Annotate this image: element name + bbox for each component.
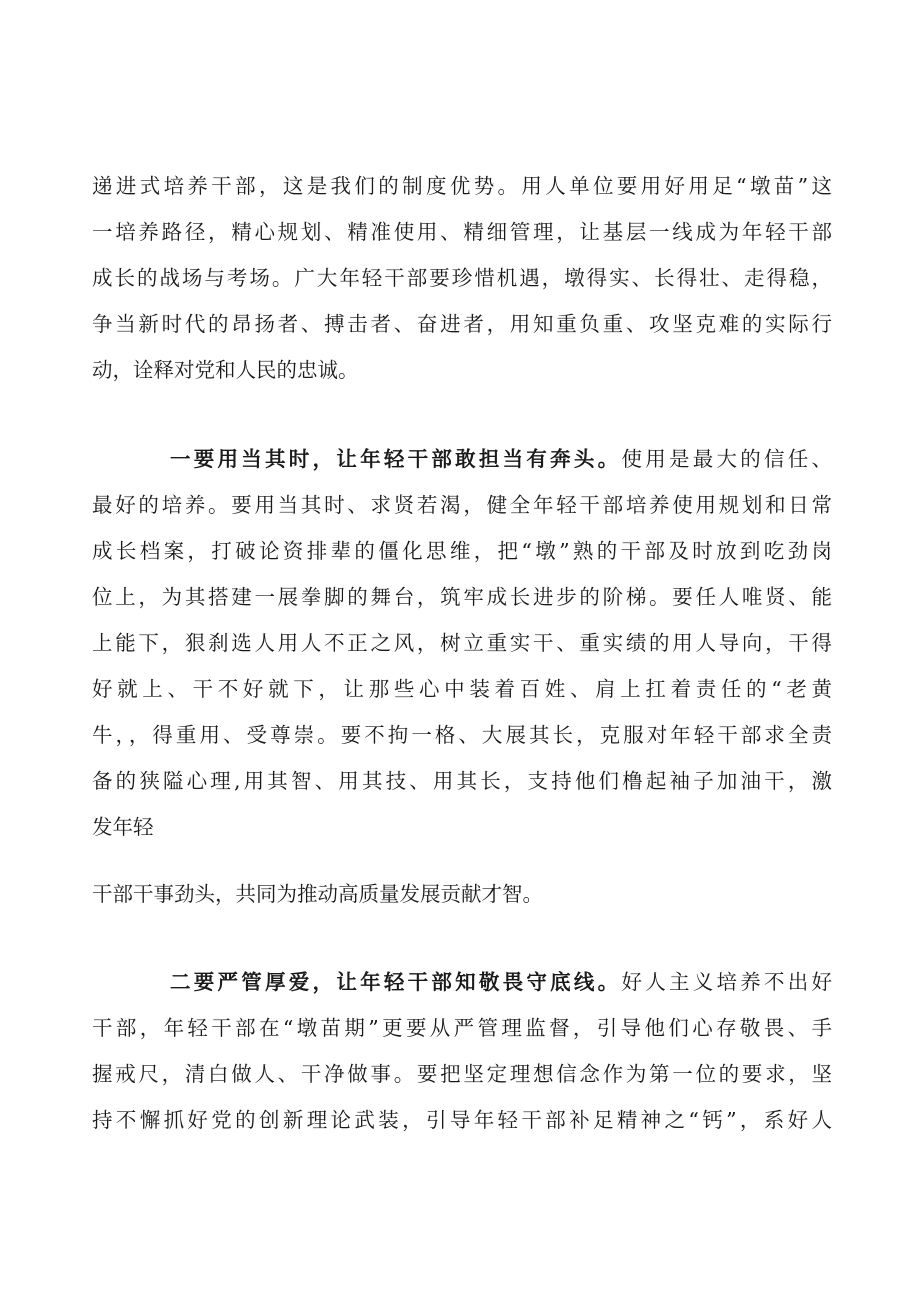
paragraph-1-line-1: 递进式培养干部，这是我们的制度优势。用人单位要用好用足“墩苗”这 <box>92 174 832 198</box>
paragraph-1-line-2: 一培养路径，精心规划、精准使用、精细管理，让基层一线成为年轻干部 <box>92 220 832 244</box>
paragraph-3-line-4: 持不懈抓好党的创新理论武装，引导年轻干部补足精神之“钙”，系好人 <box>92 1108 832 1132</box>
paragraph-2-continuation: 干部干事劲头，共同为推动高质量发展贡献才智。 <box>92 882 543 906</box>
paragraph-2-line-7: 牛，，得重用、受尊崇。要不拘一格、大展其长，克服对年轻干部求全责 <box>92 723 832 747</box>
paragraph-2-line-9: 发年轻 <box>92 815 154 839</box>
paragraph-3-line-2: 干部，年轻干部在“墩苗期”更要从严管理监督，引导他们心存敬畏、手 <box>92 1016 832 1040</box>
paragraph-1-line-5: 动，诠释对党和人民的忠诚。 <box>92 358 359 382</box>
paragraph-2-heading: 一要用当其时，让年轻干部敢担当有奔头。 <box>170 447 622 471</box>
paragraph-2-line-5: 上能下，狠刹选人用人不正之风，树立重实干、重实绩的用人导向，干得 <box>92 631 832 655</box>
paragraph-1-line-4: 争当新时代的昂扬者、搏击者、奋进者，用知重负重、攻坚克难的实际行 <box>92 312 832 336</box>
paragraph-2-line-4: 位上，为其搭建一展拳脚的舞台，筑牢成长进步的阶梯。要任人唯贤、能 <box>92 585 832 609</box>
paragraph-2-line-8: 备的狭隘心理,用其智、用其技、用其长，支持他们橹起袖子加油干，激 <box>92 769 832 793</box>
paragraph-3-line-1 <box>170 968 832 996</box>
paragraph-2-first-line-text: 使用是最大的信任、 <box>621 447 833 471</box>
paragraph-2-line-2: 最好的培养。要用当其时、求贤若渴，健全年轻干部培养使用规划和日常 <box>92 493 832 517</box>
paragraph-2-line-1 <box>170 445 832 473</box>
paragraph-1-line-3: 成长的战场与考场。广大年轻干部要珍惜机遇，墩得实、长得壮、走得稳， <box>92 266 832 290</box>
paragraph-3-heading: 二要严管厚爱，让年轻干部知敬畏守底线。 <box>170 970 622 994</box>
paragraph-2-line-3: 成长档案，打破论资排辈的僵化思维，把“墩”熟的干部及时放到吃劲岗 <box>92 539 832 563</box>
paragraph-3-line-3: 握戒尺，清白做人、干净做事。要把坚定理想信念作为第一位的要求，坚 <box>92 1062 832 1086</box>
paragraph-3-first-line-text: 好人主义培养不出好 <box>621 970 833 994</box>
paragraph-2-line-6: 好就上、干不好就下，让那些心中装着百姓、肩上扛着责任的“老黄 <box>92 677 832 701</box>
